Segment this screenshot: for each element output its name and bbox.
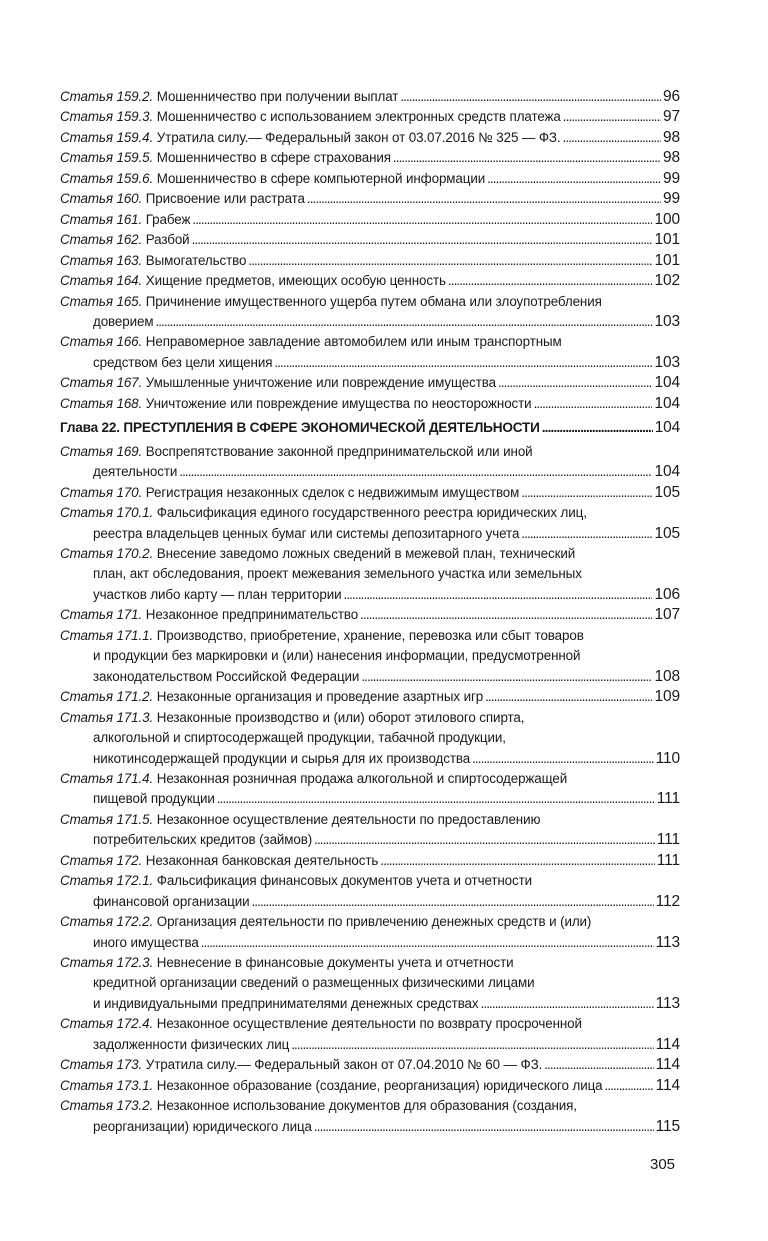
dot-leader [534,394,653,414]
article-label: Статья 171.1. [60,627,154,643]
dot-leader [314,830,655,850]
article-label: Статья 159.5. [60,150,154,166]
article-label: Статья 172.4. [60,1016,154,1032]
toc-page-number: 96 [662,88,680,105]
toc-entry [60,87,680,107]
toc-entry-line [60,892,680,912]
dot-leader [251,892,653,912]
article-label: Статья 160. [60,191,143,207]
article-label: Статья 172. [60,852,143,868]
article-title: Умышленные уничтожение или повреждение имущества [145,375,496,391]
toc-entry-line [60,912,680,932]
article-title: Мошенничество с использованием электронных средств платежа [156,109,561,125]
article-label: Статья 170.2. [60,545,154,561]
article-title: Незаконное осуществление деятельности по возврату просроченной [156,1016,582,1032]
article-title: Невнесение в финансовые документы учета и отчетности [156,955,514,971]
toc-entry-line [60,292,680,312]
article-title: Вымогательство [145,252,247,268]
toc-page-number: 114 [655,1035,680,1053]
article-label: Статья 163. [60,252,143,268]
toc-entry-line [60,442,680,462]
dot-leader [542,418,653,438]
toc-entry [60,503,680,544]
toc-entry [60,851,680,871]
dot-leader [201,933,654,953]
dot-leader [521,524,652,544]
article-title: доверием [93,313,154,329]
dot-leader [344,585,653,605]
toc-entry-line [60,524,680,544]
toc-entry-line [60,994,680,1014]
article-title: Незаконное использование документов для образования (создания, [156,1098,577,1114]
article-title: Незаконные производство и (или) оборот этилового спирта, [156,709,525,725]
article-title: пищевой продукции [93,791,215,807]
toc-page-number: 111 [656,790,680,808]
article-label: Статья 159.6. [60,170,154,186]
toc-entry [60,251,680,271]
toc-page-number: 111 [656,831,680,849]
toc-page-number: 107 [654,606,680,624]
article-title: Незаконное осуществление деятельности по предоставлению [156,811,541,827]
toc-entry-line [60,789,680,809]
article-label: Статья 162. [60,232,143,248]
toc-entry [60,210,680,230]
dot-leader [448,271,653,291]
article-label: Статья 170. [60,484,143,500]
toc-entry-line [60,728,680,748]
toc-entry [60,169,680,189]
article-title: Организация деятельности по привлечению денежных средств и (или) [156,914,592,930]
dot-leader [307,189,661,209]
toc-entry [60,107,680,127]
article-label: Статья 171. [60,607,143,623]
toc-page-number: 103 [654,353,680,371]
article-label: Статья 159.2. [60,89,154,104]
toc-entry-line [60,871,680,891]
toc-entry-line [60,230,680,250]
toc-entry-line [60,973,680,993]
toc-entry-line [60,544,680,564]
article-title: потребительских кредитов (займов) [93,832,313,848]
article-title: Фальсификация единого государственного реестра юридических лиц, [156,505,587,521]
toc-entry-line [60,373,680,393]
article-title: Разбой [145,232,190,248]
toc-entry-line [60,933,680,953]
article-title: Воспрепятствование законной предпринимательской или иной [145,443,533,459]
article-title: Мошенничество при получении выплат [156,89,399,104]
toc-entry-line [60,1096,680,1116]
article-title: финансовой организации [93,893,250,909]
article-title: деятельности [93,464,178,480]
article-title: Незаконная розничная продажа алкогольной и спиртосодержащей [156,770,568,786]
dot-leader [393,148,661,168]
toc-entry-line [60,585,680,605]
toc-entry-line [60,851,680,871]
article-title: алкогольной и спиртосодержащей продукции, табачной продукции, [93,730,506,746]
dot-leader [361,667,652,687]
article-label: Статья 159.4. [60,129,154,145]
toc-entry [60,769,680,810]
toc-page-number: 113 [655,933,680,951]
toc-page-number: 99 [662,190,680,208]
toc-entry-line [60,769,680,789]
article-label: Статья 168. [60,395,143,411]
article-label: Статья 170.1. [60,505,154,521]
toc-entry-line [60,271,680,291]
dot-leader [291,1035,653,1055]
article-title: кредитной организации сведений о размещенных физическими лицами [93,975,535,991]
toc-entry [60,230,680,250]
dot-leader [274,353,652,373]
toc-entry-line [60,810,680,830]
toc-entry [60,871,680,912]
article-title: реестра владельцев ценных бумаг или системы депозитарного учета [93,525,520,541]
toc-entry [60,148,680,168]
dot-leader [498,373,652,393]
toc-entry [60,1055,680,1075]
article-label: Статья 167. [60,375,143,391]
dot-leader [487,169,661,189]
toc-page-number: 102 [654,272,680,290]
article-title: Неправомерное завладение автомобилем или иным транспортным [145,334,562,350]
toc-page-number: 101 [654,231,680,249]
article-label: Статья 164. [60,273,143,289]
dot-leader [179,462,652,482]
article-label: Статья 171.3. [60,709,154,725]
toc-page-number: 104 [654,374,680,392]
toc-page-number: 114 [655,1076,680,1094]
toc-entry [60,189,680,209]
toc-entry-line [60,1055,680,1075]
toc-entry-line [60,953,680,973]
article-label: Статья 165. [60,293,143,309]
toc-page-number: 109 [654,688,680,706]
toc-entry [60,912,680,953]
article-label: Статья 171.5. [60,811,154,827]
toc-entry-line [60,605,680,625]
article-label: Статья 173.2. [60,1098,154,1114]
toc-entry-line [60,1076,680,1096]
toc-chapter [60,418,680,438]
table-of-contents [60,87,680,1137]
toc-entry [60,544,680,605]
article-title: Незаконные организация и проведение азартных игр [156,689,484,705]
toc-page-number: 99 [662,169,680,187]
dot-leader [485,687,652,707]
toc-entry-line [60,189,680,209]
article-title: задолженности физических лиц [93,1036,290,1052]
toc-entry-line [60,87,680,107]
toc-entry-line [60,1035,680,1055]
toc-entry [60,953,680,1014]
article-title: Мошенничество в сфере компьютерной информации [156,170,486,186]
article-label: Статья 171.2. [60,689,154,705]
toc-entry-line [60,708,680,728]
toc-page-number: 115 [655,1117,680,1135]
dot-leader [155,312,652,332]
toc-entry [60,605,680,625]
toc-entry-line [60,169,680,189]
article-title: Внесение заведомо ложных сведений в межевой план, технический [156,545,576,561]
toc-entry-line [60,626,680,646]
article-label: Статья 173.1. [60,1077,154,1093]
article-title: и продукции без маркировки и (или) нанесения информации, предусмотренной [93,648,581,664]
dot-leader [472,749,653,769]
toc-entry [60,373,680,393]
article-title: план, акт обследования, проект межевания земельного участка или земельных [93,566,582,582]
toc-entry-line [60,1117,680,1137]
toc-page-number: 113 [655,994,680,1012]
toc-entry-line [60,332,680,352]
toc-entry [60,271,680,291]
dot-leader [563,107,661,127]
article-title: Незаконное предпринимательство [145,607,359,623]
article-title: Причинение имущественного ущерба путем обмана или злоупотребления [145,293,602,309]
article-title: средством без цели хищения [93,354,273,370]
toc-page-number: 105 [654,524,680,542]
article-title: Производство, приобретение, хранение, перевозка или сбыт товаров [156,627,584,643]
article-title: Грабеж [145,211,191,227]
toc-entry-line [60,483,680,503]
article-label: Статья 166. [60,334,143,350]
article-label: Статья 171.4. [60,770,154,786]
article-title: Мошенничество в сфере страхования [156,150,391,166]
toc-entry-line [60,503,680,523]
article-title: Незаконная банковская деятельность [145,852,379,868]
dot-leader [380,851,654,871]
toc-entry [60,708,680,769]
article-title: Фальсификация финансовых документов учета и отчетности [156,873,533,889]
article-label: Статья 173. [60,1057,143,1073]
toc-entry-line [60,646,680,666]
dot-leader [400,87,661,107]
dot-leader [544,1055,653,1075]
dot-leader [217,789,655,809]
toc-entry-line [60,128,680,148]
toc-entry-line [60,749,680,769]
toc-entry-line [60,687,680,707]
toc-page-number: 105 [654,483,680,501]
toc-page-number: 112 [655,892,680,910]
toc-page-number: 108 [654,667,680,685]
toc-entry [60,442,680,483]
dot-leader [521,483,652,503]
article-title: иного имущества [93,934,199,950]
article-title: никотинсодержащей продукции и сырья для их производства [93,750,471,766]
toc-entry-line [60,148,680,168]
toc-page-number: 104 [654,463,680,481]
toc-entry [60,1014,680,1055]
toc-entry [60,332,680,373]
toc-entry [60,394,680,414]
toc-page-number: 104 [654,419,680,437]
dot-leader [360,605,652,625]
article-label: Статья 161. [60,211,143,227]
dot-leader [481,994,654,1014]
article-title: участков либо карту — план территории [93,586,342,602]
article-title: Утратила силу.— Федеральный закон от 03.07.2016 № 325 — ФЗ. [156,129,561,145]
toc-entry [60,687,680,707]
toc-entry [60,1096,680,1137]
article-title: Незаконное образование (создание, реорганизация) юридического лица [156,1077,603,1093]
article-title: Присвоение или растрата [145,191,305,207]
toc-page-number: 104 [654,394,680,412]
toc-entry-line [60,210,680,230]
toc-page-number: 114 [655,1056,680,1074]
dot-leader [605,1076,654,1096]
article-label: Статья 172.1. [60,873,154,889]
article-title: Регистрация незаконных сделок с недвижимым имуществом [145,484,520,500]
toc-entry-line [60,251,680,271]
dot-leader [192,210,652,230]
toc-page-number: 101 [654,251,680,269]
chapter-title: Глава 22. ПРЕСТУПЛЕНИЯ В СФЕРЕ ЭКОНОМИЧЕСКОЙ ДЕЯТЕЛЬНОСТИ [60,420,540,436]
toc-entry-line [60,462,680,482]
article-label: Статья 172.2. [60,914,154,930]
toc-entry-line [60,564,680,584]
article-title: Утратила силу.— Федеральный закон от 07.04.2010 № 60 — ФЗ. [145,1057,543,1073]
toc-page-number: 100 [654,210,680,228]
toc-entry [60,626,680,687]
toc-entry [60,128,680,148]
dot-leader [314,1117,654,1137]
toc-entry-line [60,1014,680,1034]
toc-entry-line [60,353,680,373]
article-title: Уничтожение или повреждение имущества по неосторожности [145,395,532,411]
page-number: 305 [650,1156,676,1173]
toc-entry-line [60,394,680,414]
article-label: Статья 159.3. [60,109,154,125]
toc-page-number: 98 [662,128,680,146]
toc-page-number: 110 [655,749,680,767]
toc-page-number: 103 [654,312,680,330]
toc-page-number: 106 [654,585,680,603]
toc-entry-line [60,830,680,850]
dot-leader [248,251,652,271]
article-title: и индивидуальными предпринимателями денежных средствах [93,995,479,1011]
article-title: законодательством Российской Федерации [93,668,360,684]
toc-page-number: 111 [656,851,680,869]
article-label: Статья 169. [60,443,143,459]
toc-entry [60,483,680,503]
toc-entry-line [60,312,680,332]
dot-leader [563,128,661,148]
toc-entry-line [60,667,680,687]
toc-entry [60,292,680,333]
toc-entry-line [60,107,680,127]
toc-page-number: 97 [662,108,680,126]
article-title: реорганизации) юридического лица [93,1118,312,1134]
article-title: Хищение предметов, имеющих особую ценность [145,273,446,289]
toc-entry [60,810,680,851]
toc-entry [60,1076,680,1096]
toc-page-number: 98 [662,149,680,167]
article-label: Статья 172.3. [60,955,154,971]
dot-leader [192,230,653,250]
